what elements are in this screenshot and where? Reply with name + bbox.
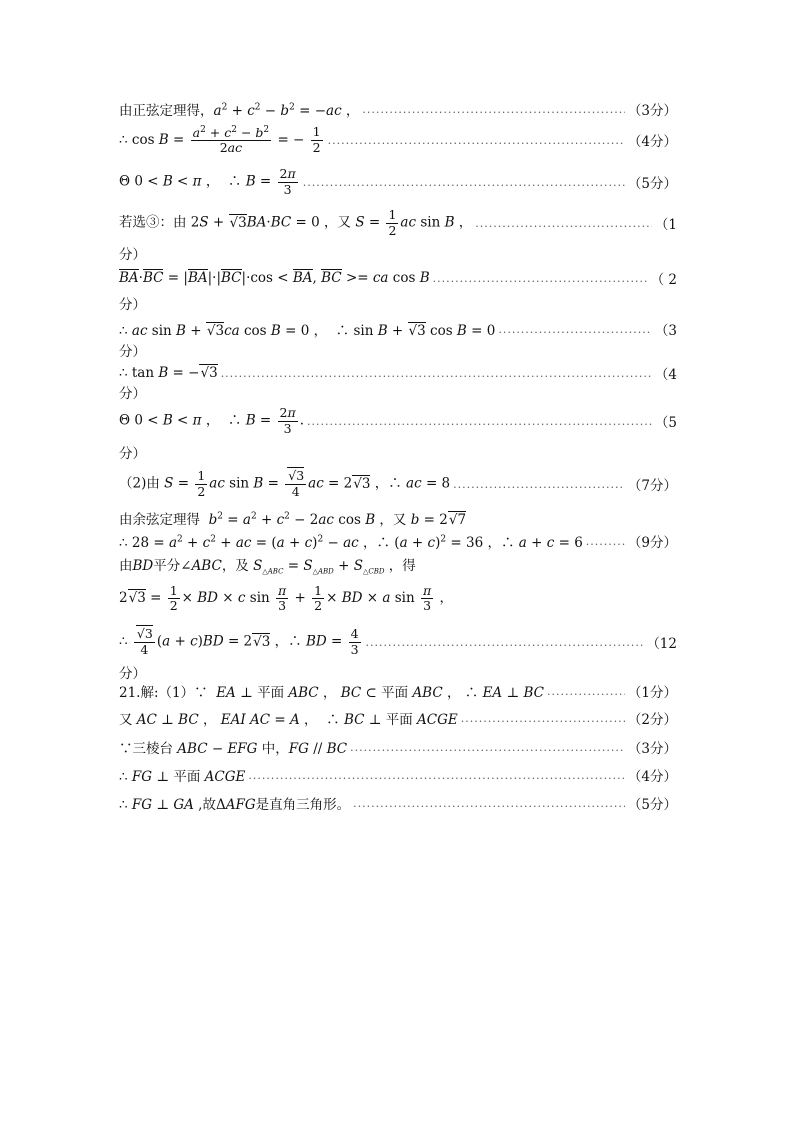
score-label: （3分）	[627, 103, 677, 119]
solution-line-15	[119, 681, 677, 701]
score-label: （4分）	[627, 134, 677, 150]
line-content: 由正弦定理得，$a^2 + c^2 - b^2 = -ac$ ，	[119, 102, 360, 119]
score-continuation: 分）	[119, 344, 146, 360]
line-content: ∴ $\frac{√3}{4}$ (a + c)BD = 2√3 ，∴ BD = $\frac{4}{3}$	[119, 626, 359, 657]
solution-line-4	[119, 203, 677, 243]
score-label: （4	[654, 367, 677, 383]
leader-dots	[303, 177, 625, 188]
solution-line-14	[119, 621, 677, 663]
leader-dots	[353, 798, 625, 809]
score-label: （ 2	[650, 272, 677, 288]
line-content: ∵三棱台 ABC − EFG 中，FG // BC	[119, 741, 348, 757]
leader-dots	[366, 637, 644, 648]
line-content: BA·BC = |BA|·|BC|·cos < BA, BC >= ca cos B	[119, 270, 430, 286]
line-content: ∴ FG ⊥ 平面 ACGE	[119, 769, 246, 785]
line-content: ∴ $28 = a^2 + c^2$ + ac = $(a + c)^2$ − ac ，∴ $(a + c)^2 = 36$ ，∴ a + c = 6	[119, 534, 583, 551]
score-continuation: 分）	[119, 247, 146, 263]
solution-line-9	[119, 463, 677, 505]
score-label: （5	[654, 415, 677, 431]
line-content: 又 AC ⊥ BC ， EAI AC = A ， ∴ BC ⊥ 平面 ACGE	[119, 712, 458, 728]
line-content: ∴ FG ⊥ GA ,故ΔAFG是直角三角形。	[119, 797, 351, 813]
score-label: （1分）	[627, 685, 677, 701]
leader-dots	[453, 479, 625, 490]
score-label: （5分）	[627, 176, 677, 192]
score-label: （9分）	[627, 535, 677, 551]
leader-dots	[475, 218, 652, 229]
score-label: （7分）	[627, 478, 677, 494]
leader-dots	[498, 324, 652, 335]
solution-line-3	[119, 161, 677, 203]
line-content: 若选③：由 2S + √3BA·BC = 0 ，又 S = $\frac{1}{2}$ ac sin B ，	[119, 207, 473, 238]
score-continuation: 分）	[119, 446, 146, 462]
solution-line-10: 由余弦定理得 $b^2 = a^2 + c^2 - 2ac$ cos B ，又 b = 2√7	[119, 511, 467, 528]
score-label: （1	[654, 217, 677, 233]
leader-dots	[307, 416, 652, 427]
score-label: （4分）	[627, 769, 677, 785]
solution-line-1	[119, 99, 677, 119]
score-label: （2分）	[627, 712, 677, 728]
solution-line-5	[119, 266, 677, 290]
line-content: ∴ cos B = $\frac{a^2 + c^2 - b^2}{2ac}$ = − $\frac{1}{2}$	[119, 124, 321, 156]
line-content: （2)由 S = $\frac{1}{2}$ ac sin B = $\frac{√3}{4}$ ac = 2√3 ，∴ ac = 8	[119, 468, 451, 499]
line-content: ∴ tan B = −√3	[119, 365, 218, 381]
score-continuation: 分）	[119, 386, 146, 402]
solution-line-19	[119, 793, 677, 813]
leader-dots	[350, 742, 625, 753]
solution-line-6	[119, 318, 677, 340]
score-label: （12	[646, 636, 677, 652]
solution-line-7	[119, 362, 677, 384]
line-content: Θ 0 < B < π ， ∴ B = $\frac{2\pi}{3}$ .	[119, 405, 305, 436]
leader-dots	[328, 135, 625, 146]
score-continuation: 分）	[119, 666, 146, 682]
score-label: （3分）	[627, 741, 677, 757]
score-label: （5分）	[627, 797, 677, 813]
leader-dots	[461, 713, 625, 724]
line-content: ∴ ac sin B + √3ca cos B = 0 ， ∴ sin B + √3 cos B = 0	[119, 323, 496, 339]
leader-dots	[221, 368, 652, 379]
solution-line-17	[119, 737, 677, 757]
solution-line-2	[119, 119, 677, 161]
line-content: Θ 0 < B < π ， ∴ B = $\frac{2\pi}{3}$	[119, 166, 296, 197]
leader-dots	[547, 686, 625, 697]
score-continuation: 分）	[119, 297, 146, 313]
solution-line-11	[119, 530, 677, 552]
leader-dots	[362, 104, 624, 115]
solution-line-8	[119, 400, 677, 442]
solution-line-18	[119, 765, 677, 785]
line-content: 21.解:（1）∵ EA ⊥ 平面 ABC ， BC ⊂ 平面 ABC ， ∴ EA ⊥ BC	[119, 685, 544, 701]
solution-line-12: 由BD平分∠ABC，及 $S_{\triangle ABC} = S_{\triangle ABD} + S_{\triangle CBD}$ ，得	[119, 558, 416, 576]
leader-dots	[248, 770, 625, 781]
leader-dots	[586, 536, 625, 547]
leader-dots	[433, 273, 648, 284]
solution-line-16	[119, 708, 677, 728]
solution-line-13: 2√3 = $\frac{1}{2}$ × BD × c sin $\frac{\pi}{3}$ + $\frac{1}{2}$ × BD × a sin $\frac{\pi}{3}$ ，	[119, 582, 453, 613]
score-label: （3	[654, 323, 677, 339]
